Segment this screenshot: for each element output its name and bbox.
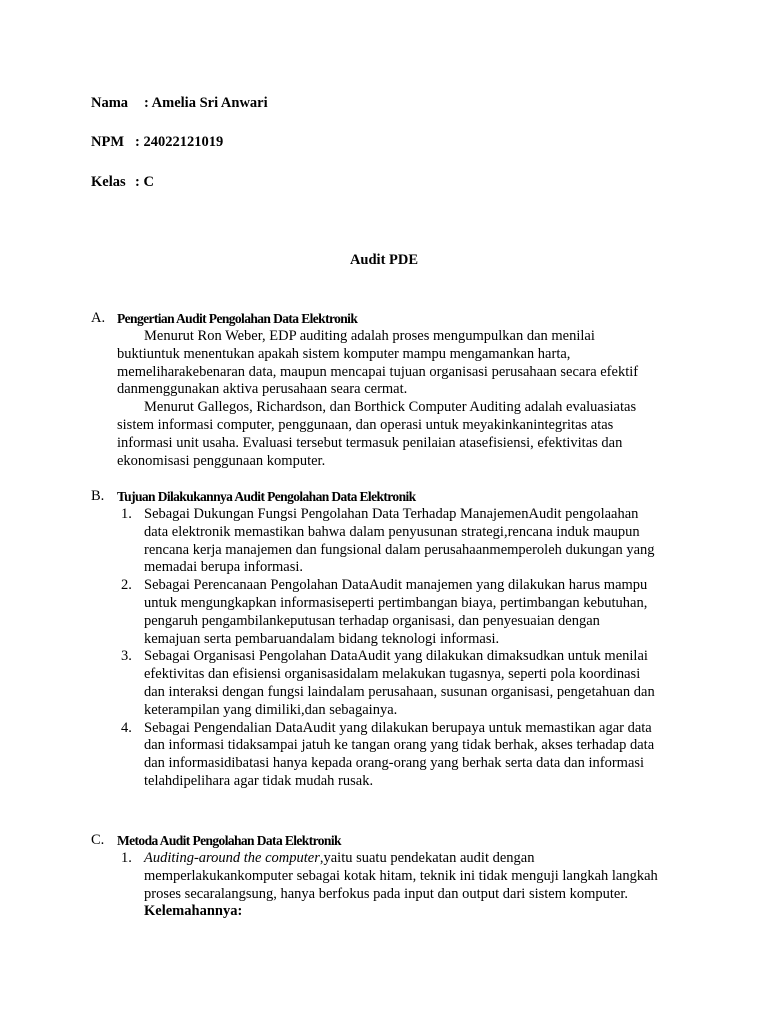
- list-item-line: memadai berupa informasi.: [144, 559, 304, 576]
- paragraph-line: Menurut Ron Weber, EDP auditing adalah proses mengumpulkan dan menilai: [144, 328, 595, 344]
- list-item-line: dan interaksi dengan fungsi laindalam perusahaan, susunan organisasi, pengetahuan dan: [144, 683, 655, 700]
- list-item-number: 3.: [121, 648, 132, 665]
- list-item-line: proses secaralangsung, hanya berfokus pada input dan output dari sistem komputer.: [144, 885, 629, 902]
- list-item-line: pengaruh pengambilankeputusan terhadap organisasi, dan penyesuaian dengan: [144, 612, 600, 629]
- class-label: Kelas: [91, 174, 126, 190]
- npm-value: : 24022121019: [135, 134, 224, 150]
- list-item-line: [144, 850, 687, 868]
- section-b-letter: B.: [91, 488, 105, 504]
- list-item-number: 1.: [121, 506, 132, 522]
- method-name: Auditing-around the computer: [144, 850, 320, 866]
- list-item: [117, 506, 687, 577]
- paragraph-line: informasi unit usaha. Evaluasi tersebut termasuk penilaian atasefisiensi, efektivitas dan: [117, 434, 623, 451]
- paragraph-line: Menurut Gallegos, Richardson, dan Borthick Computer Auditing adalah evaluasiatas: [144, 399, 637, 416]
- section-c-heading: Metoda Audit Pengolahan Data Elektronik: [117, 833, 341, 848]
- paragraph-line: ekonomisasi penggunaan komputer.: [117, 452, 326, 469]
- list-item-line: Sebagai Dukungan Fungsi Pengolahan Data Terhadap ManajemenAudit pengolaahan: [144, 506, 639, 522]
- name-label: Nama: [91, 95, 129, 111]
- list-item-number: 4.: [121, 719, 132, 736]
- method-description: ,yaitu suatu pendekatan audit dengan: [319, 850, 535, 866]
- section-b-heading: Tujuan Dilakukannya Audit Pengolahan Data Elektronik: [117, 489, 416, 504]
- class-row: [91, 173, 154, 191]
- section-b-list: [117, 506, 687, 791]
- list-item-number: 2.: [121, 577, 132, 594]
- section-a-body: [117, 328, 677, 470]
- list-item-line: Sebagai Organisasi Pengolahan DataAudit yang dilakukan dimaksudkan untuk menilai: [144, 648, 648, 665]
- section-c-letter: C.: [91, 832, 105, 848]
- list-item: [117, 577, 687, 648]
- paragraph-line: danmenggunakan aktiva perusahaan seara cermat.: [117, 381, 408, 398]
- list-item-line: keterampilan yang dimiliki,dan sebagainya.: [144, 701, 398, 718]
- list-item-line: memperlakukankomputer sebagai kotak hitam, teknik ini tidak menguji langkah langkah: [144, 867, 658, 884]
- list-item-line: dan informasi tidaksampai jatuh ke tangan orang yang tidak berhak, akses terhadap data: [144, 737, 655, 754]
- list-item-line: telahdipelihara agar tidak mudah rusak.: [144, 772, 374, 789]
- list-item-line: kemajuan serta pembaruandalam bidang teknologi informasi.: [144, 630, 500, 647]
- section-a-heading: Pengertian Audit Pengolahan Data Elektronik: [117, 311, 358, 326]
- document-title: Audit PDE: [349, 252, 419, 268]
- list-item-line: Sebagai Pengendalian DataAudit yang dilakukan berupaya untuk memastikan agar data: [144, 719, 652, 736]
- weakness-heading: Kelemahannya:: [144, 903, 243, 920]
- paragraph-line: buktiuntuk menentukan apakah sistem komputer mampu mengamankan harta,: [117, 345, 571, 362]
- list-item-line: dan informasidibatasi hanya kepada orang-orang yang berhak serta data dan informasi: [144, 755, 645, 772]
- npm-label: NPM: [91, 134, 125, 150]
- section-a-letter: A.: [91, 310, 106, 326]
- npm-row: [91, 133, 223, 151]
- list-item: [117, 720, 687, 791]
- list-item-line: Sebagai Perencanaan Pengolahan DataAudit manajemen yang dilakukan harus mampu: [144, 577, 648, 594]
- list-item-line: efektivitas dan efisiensi organisasidalam melakukan tugasnya, seperti pola koordinasi: [144, 666, 641, 683]
- list-item-line: data elektronik memastikan bahwa dalam penyusunan strategi,rencana induk maupun: [144, 523, 640, 540]
- list-item: [117, 850, 687, 921]
- section-c-list: [117, 850, 687, 921]
- class-value: : C: [135, 174, 154, 190]
- list-item: [117, 648, 687, 719]
- list-item-number: 1.: [121, 850, 132, 866]
- list-item-line: untuk mengungkapkan informasiseperti pertimbangan biaya, pertimbangan kebutuhan,: [144, 594, 648, 611]
- name-value: : Amelia Sri Anwari: [144, 95, 268, 111]
- paragraph-line: sistem informasi computer, penggunaan, dan operasi untuk meyakinkanintegritas atas: [117, 416, 614, 433]
- list-item-line: rencana kerja manajemen dan fungsional dalam perusahaanmemperoleh dukungan yang: [144, 541, 655, 558]
- name-row: [91, 94, 268, 112]
- paragraph-line: memeliharakebenaran data, maupun mencapai tujuan organisasi perusahaan secara efektif: [117, 363, 639, 380]
